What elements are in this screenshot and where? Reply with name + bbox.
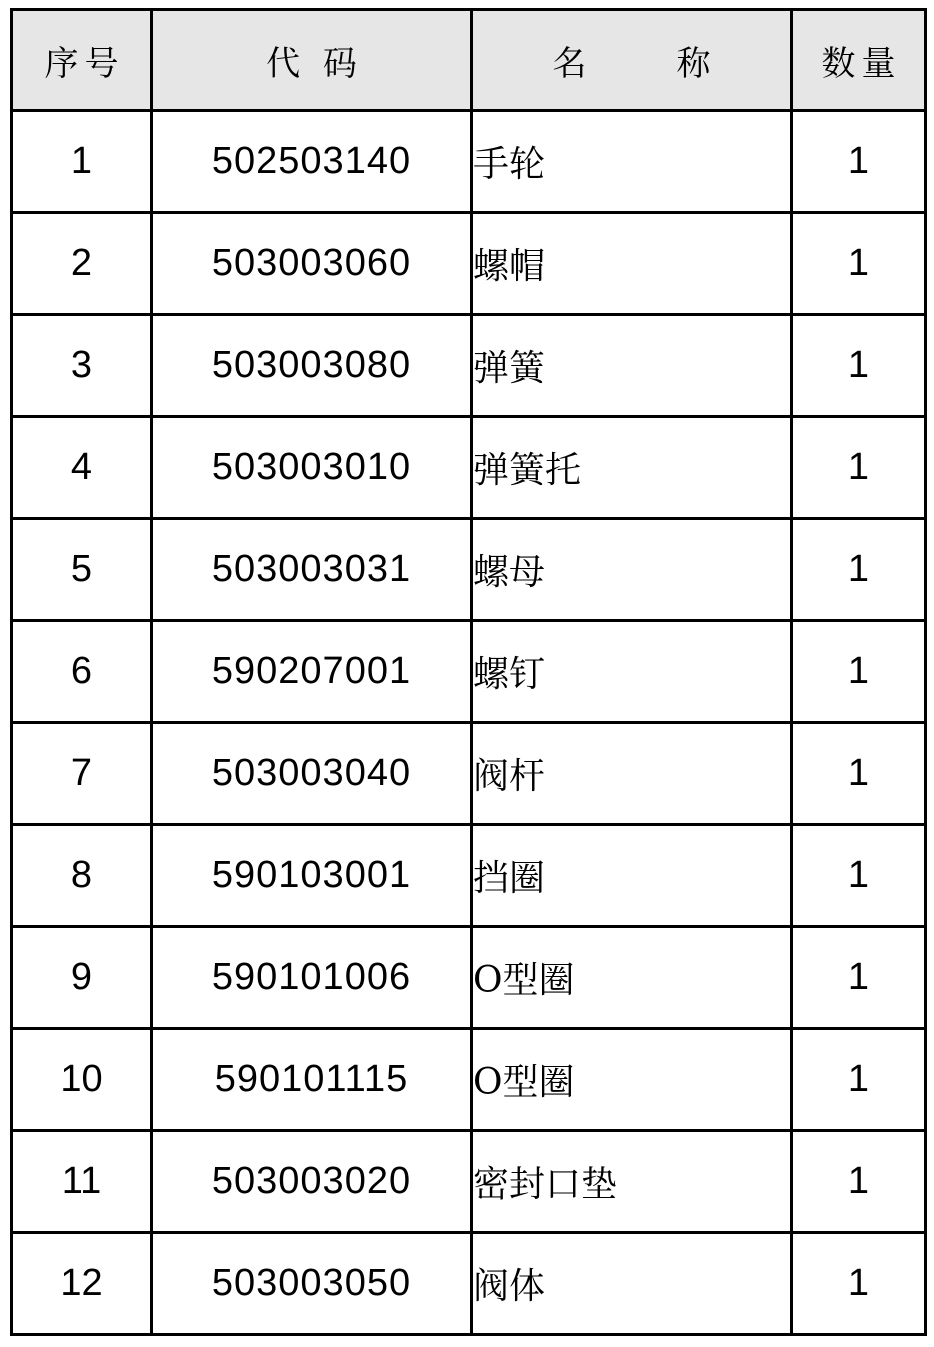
table-header-row (12, 10, 926, 111)
cell-qty: 1 (792, 315, 926, 417)
table-row (12, 519, 926, 621)
table-row (12, 1233, 926, 1335)
parts-list-table (10, 8, 927, 1336)
cell-code: 503003031 (152, 519, 472, 621)
table-header (12, 10, 926, 111)
cell-name: 弹簧托 (472, 417, 792, 519)
column-header-code: 代 码 (152, 10, 472, 111)
cell-code: 590101115 (152, 1029, 472, 1131)
cell-index: 9 (12, 927, 152, 1029)
column-header-name: 名 称 (472, 10, 792, 111)
cell-name: 螺帽 (472, 213, 792, 315)
cell-code: 590207001 (152, 621, 472, 723)
cell-index: 4 (12, 417, 152, 519)
cell-code: 590101006 (152, 927, 472, 1029)
column-header-qty: 数量 (792, 10, 926, 111)
cell-code: 503003020 (152, 1131, 472, 1233)
column-header-index: 序号 (12, 10, 152, 111)
cell-index: 8 (12, 825, 152, 927)
cell-qty: 1 (792, 519, 926, 621)
table-row (12, 1131, 926, 1233)
cell-qty: 1 (792, 213, 926, 315)
cell-code: 503003080 (152, 315, 472, 417)
cell-qty: 1 (792, 417, 926, 519)
cell-qty: 1 (792, 825, 926, 927)
cell-qty: 1 (792, 1131, 926, 1233)
table-body (12, 111, 926, 1335)
cell-index: 11 (12, 1131, 152, 1233)
cell-name: 阀体 (472, 1233, 792, 1335)
table-row (12, 1029, 926, 1131)
cell-index: 1 (12, 111, 152, 213)
cell-code: 590103001 (152, 825, 472, 927)
cell-index: 5 (12, 519, 152, 621)
cell-name: 弹簧 (472, 315, 792, 417)
cell-index: 12 (12, 1233, 152, 1335)
cell-qty: 1 (792, 1029, 926, 1131)
cell-name: 螺钉 (472, 621, 792, 723)
cell-qty: 1 (792, 111, 926, 213)
cell-index: 10 (12, 1029, 152, 1131)
cell-index: 6 (12, 621, 152, 723)
cell-index: 2 (12, 213, 152, 315)
cell-code: 503003050 (152, 1233, 472, 1335)
cell-code: 503003010 (152, 417, 472, 519)
cell-code: 502503140 (152, 111, 472, 213)
table-row (12, 111, 926, 213)
cell-name: O型圈 (472, 927, 792, 1029)
cell-index: 7 (12, 723, 152, 825)
cell-code: 503003040 (152, 723, 472, 825)
table-row (12, 825, 926, 927)
cell-name: 手轮 (472, 111, 792, 213)
table-row (12, 927, 926, 1029)
cell-code: 503003060 (152, 213, 472, 315)
cell-name: 螺母 (472, 519, 792, 621)
cell-name: O型圈 (472, 1029, 792, 1131)
cell-name: 阀杆 (472, 723, 792, 825)
table-row (12, 723, 926, 825)
table-row (12, 315, 926, 417)
cell-name: 密封口垫 (472, 1131, 792, 1233)
table-row (12, 417, 926, 519)
cell-qty: 1 (792, 1233, 926, 1335)
table-row (12, 621, 926, 723)
cell-qty: 1 (792, 621, 926, 723)
cell-qty: 1 (792, 723, 926, 825)
cell-name: 挡圈 (472, 825, 792, 927)
cell-qty: 1 (792, 927, 926, 1029)
cell-index: 3 (12, 315, 152, 417)
table-row (12, 213, 926, 315)
